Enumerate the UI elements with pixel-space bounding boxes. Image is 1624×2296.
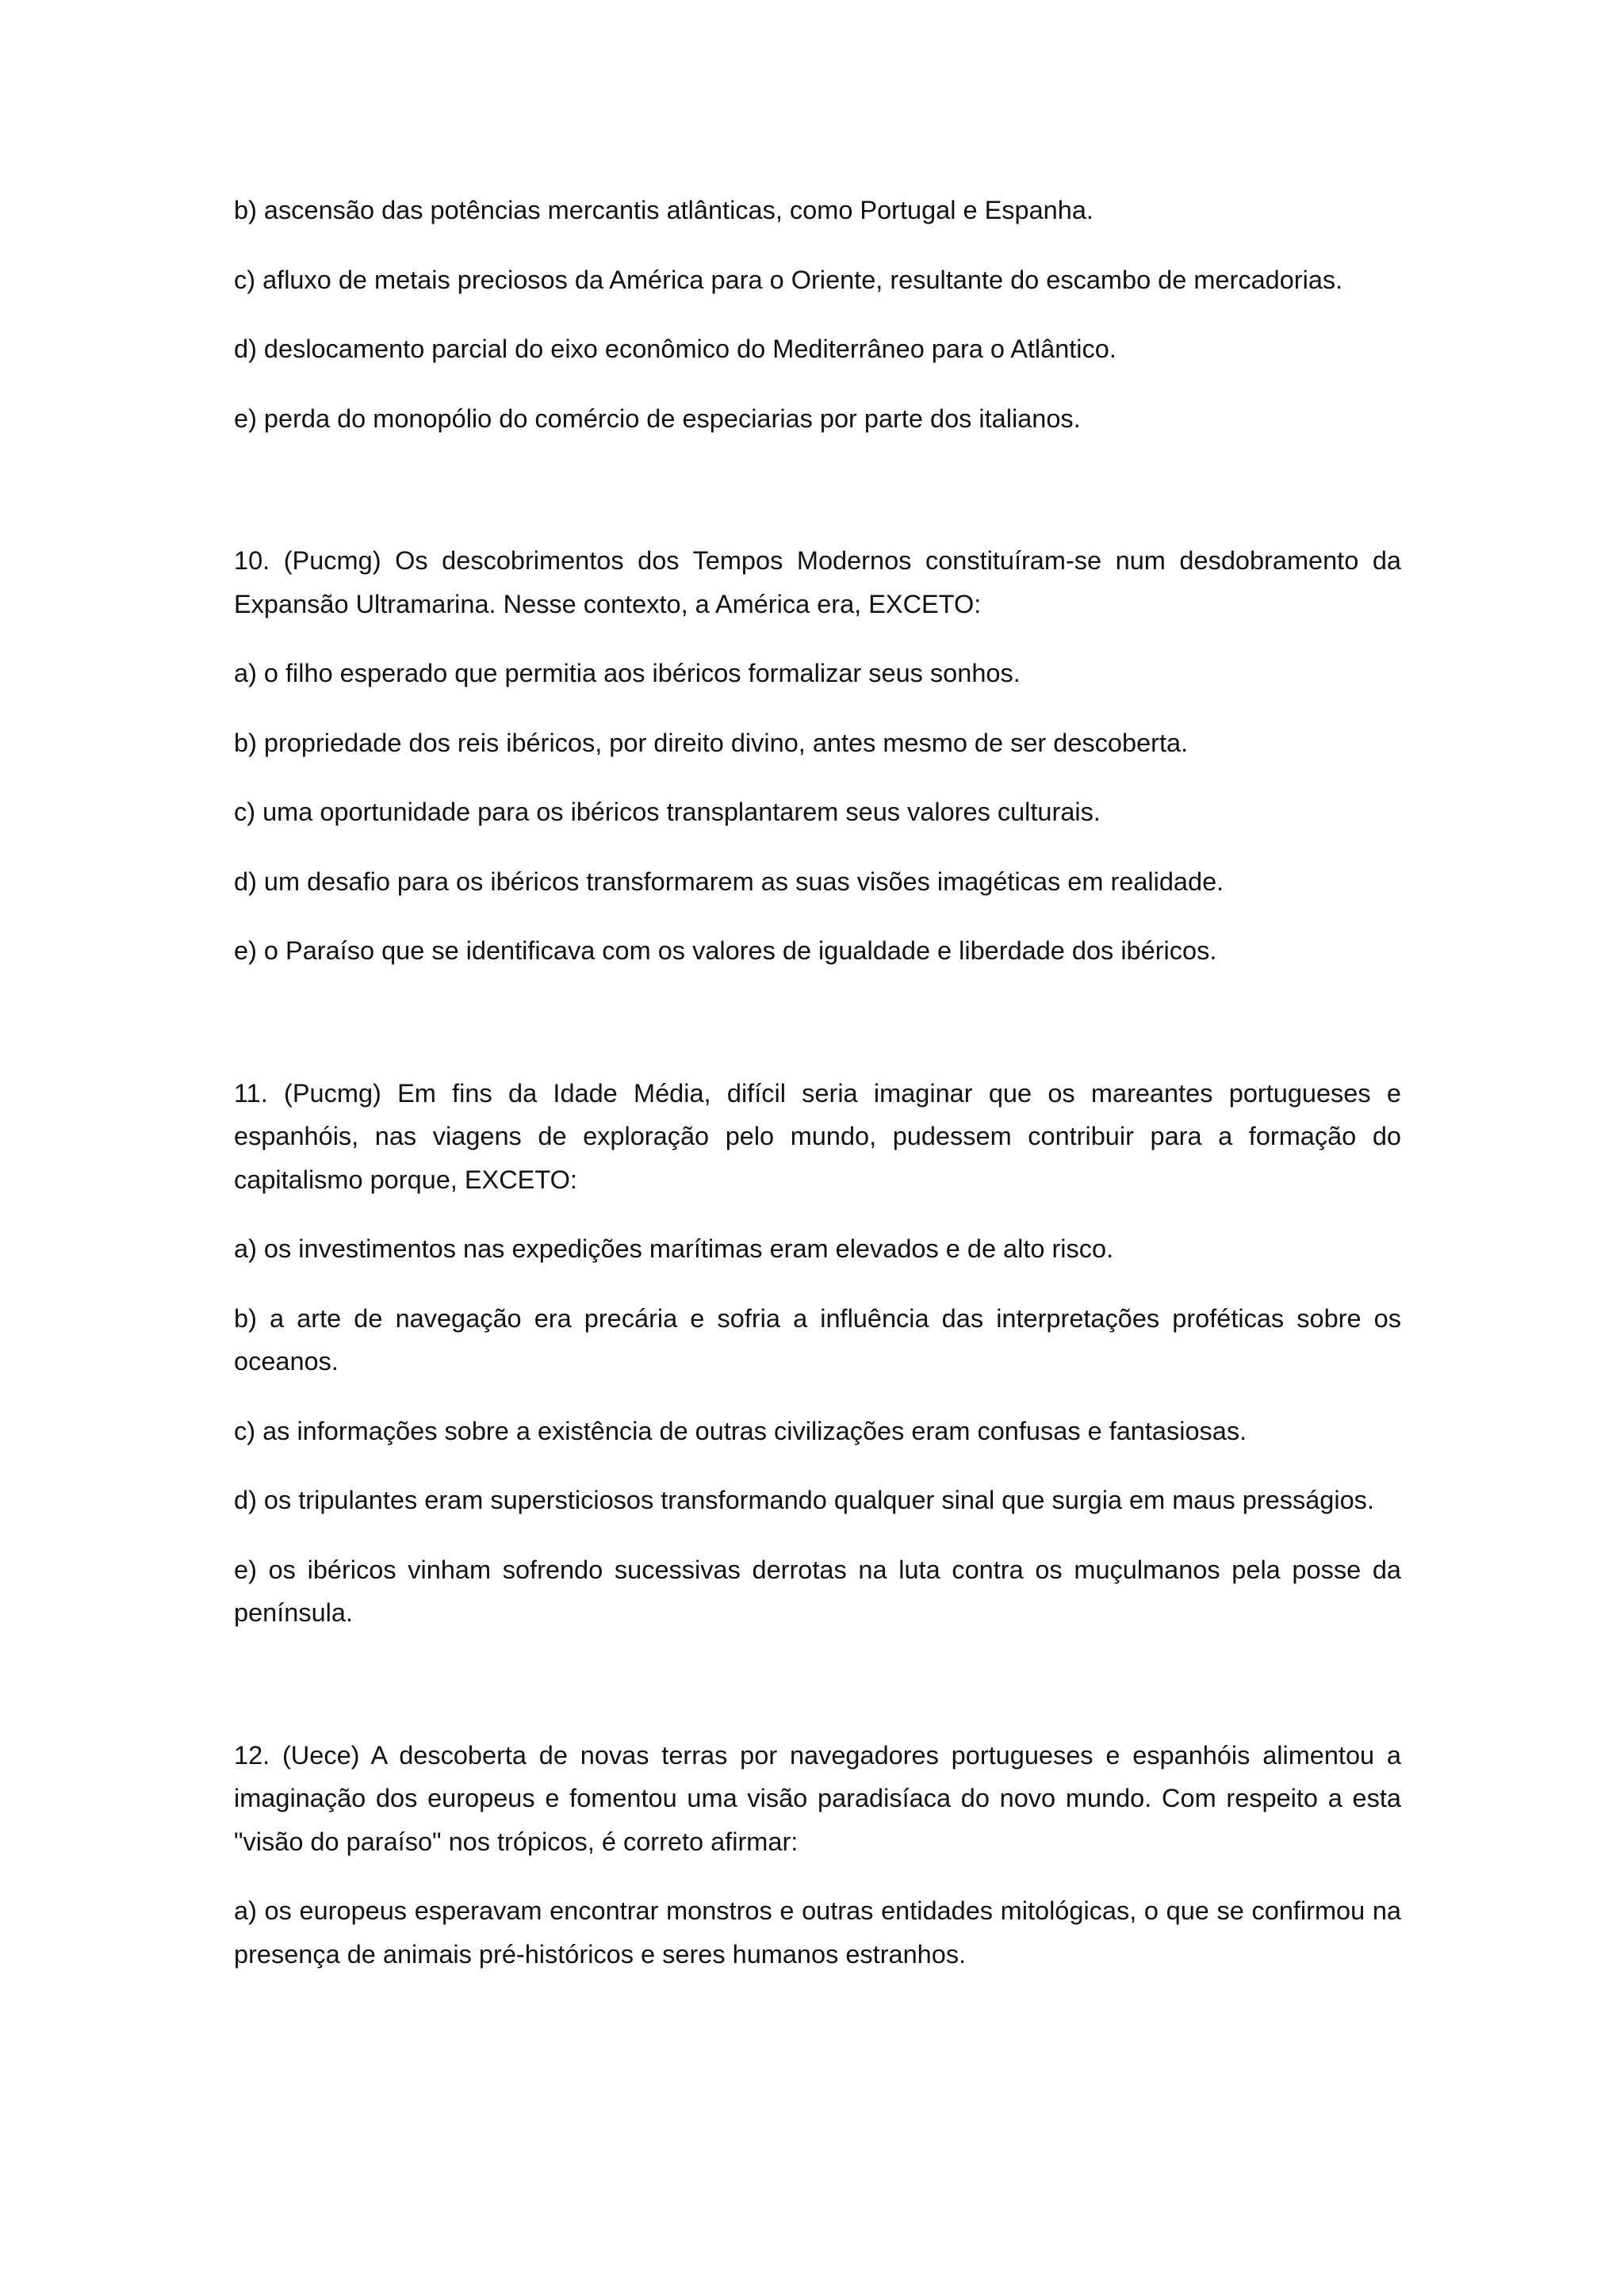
option-a: a) o filho esperado que permitia aos ibéricos formalizar seus sonhos. [234,659,1021,687]
option-d: d) os tripulantes eram supersticiosos transformando qualquer sinal que surgia em maus presságios. [234,1486,1374,1514]
question-11 [234,1072,1401,1635]
option-c: c) uma oportunidade para os ibéricos transplantarem seus valores culturais. [234,798,1101,826]
question-10 [234,539,1401,973]
option-d: d) deslocamento parcial do eixo econômico do Mediterrâneo para o Atlântico. [234,335,1116,363]
option-c: c) as informações sobre a existência de outras civilizações eram confusas e fantasiosas. [234,1416,1247,1445]
question-9-options [234,189,1401,440]
option-e: e) os ibéricos vinham sofrendo sucessivas derrotas na luta contra os muçulmanos pela posse da península. [234,1555,1401,1627]
option-d: d) um desafio para os ibéricos transformarem as suas visões imagéticas em realidade. [234,867,1224,896]
question-stem: 12. (Uece) A descoberta de novas terras por navegadores portugueses e espanhóis alimentou a imaginação dos europeus e fomentou uma visão paradisíaca do novo mundo. Com respeito a esta "visão do paraíso" nos trópicos, é correto afirmar: [234,1740,1401,1856]
option-a: a) os europeus esperavam encontrar monstros e outras entidades mitológicas, o que se confirmou na presença de animais pré-históricos e seres humanos estranhos. [234,1896,1401,1969]
question-12 [234,1734,1401,1976]
document-page [234,189,1401,2002]
question-stem: 11. (Pucmg) Em fins da Idade Média, difícil seria imaginar que os mareantes portugueses e espanhóis, nas viagens de exploração pelo mundo, pudessem contribuir para a formação do capitalismo porque, EXCETO: [234,1078,1401,1194]
option-b: b) ascensão das potências mercantis atlânticas, como Portugal e Espanha. [234,196,1094,224]
option-c: c) afluxo de metais preciosos da América para o Oriente, resultante do escambo de mercadorias. [234,265,1343,294]
option-b: b) propriedade dos reis ibéricos, por direito divino, antes mesmo de ser descoberta. [234,728,1189,757]
option-a: a) os investimentos nas expedições marítimas eram elevados e de alto risco. [234,1234,1114,1263]
option-b: b) a arte de navegação era precária e sofria a influência das interpretações proféticas sobre os oceanos. [234,1303,1401,1376]
option-e: e) o Paraíso que se identificava com os valores de igualdade e liberdade dos ibéricos. [234,936,1217,965]
option-e: e) perda do monopólio do comércio de especiarias por parte dos italianos. [234,404,1081,433]
question-stem: 10. (Pucmg) Os descobrimentos dos Tempos Modernos constituíram-se num desdobramento da Expansão Ultramarina. Nesse contexto, a América era, EXCETO: [234,546,1401,618]
